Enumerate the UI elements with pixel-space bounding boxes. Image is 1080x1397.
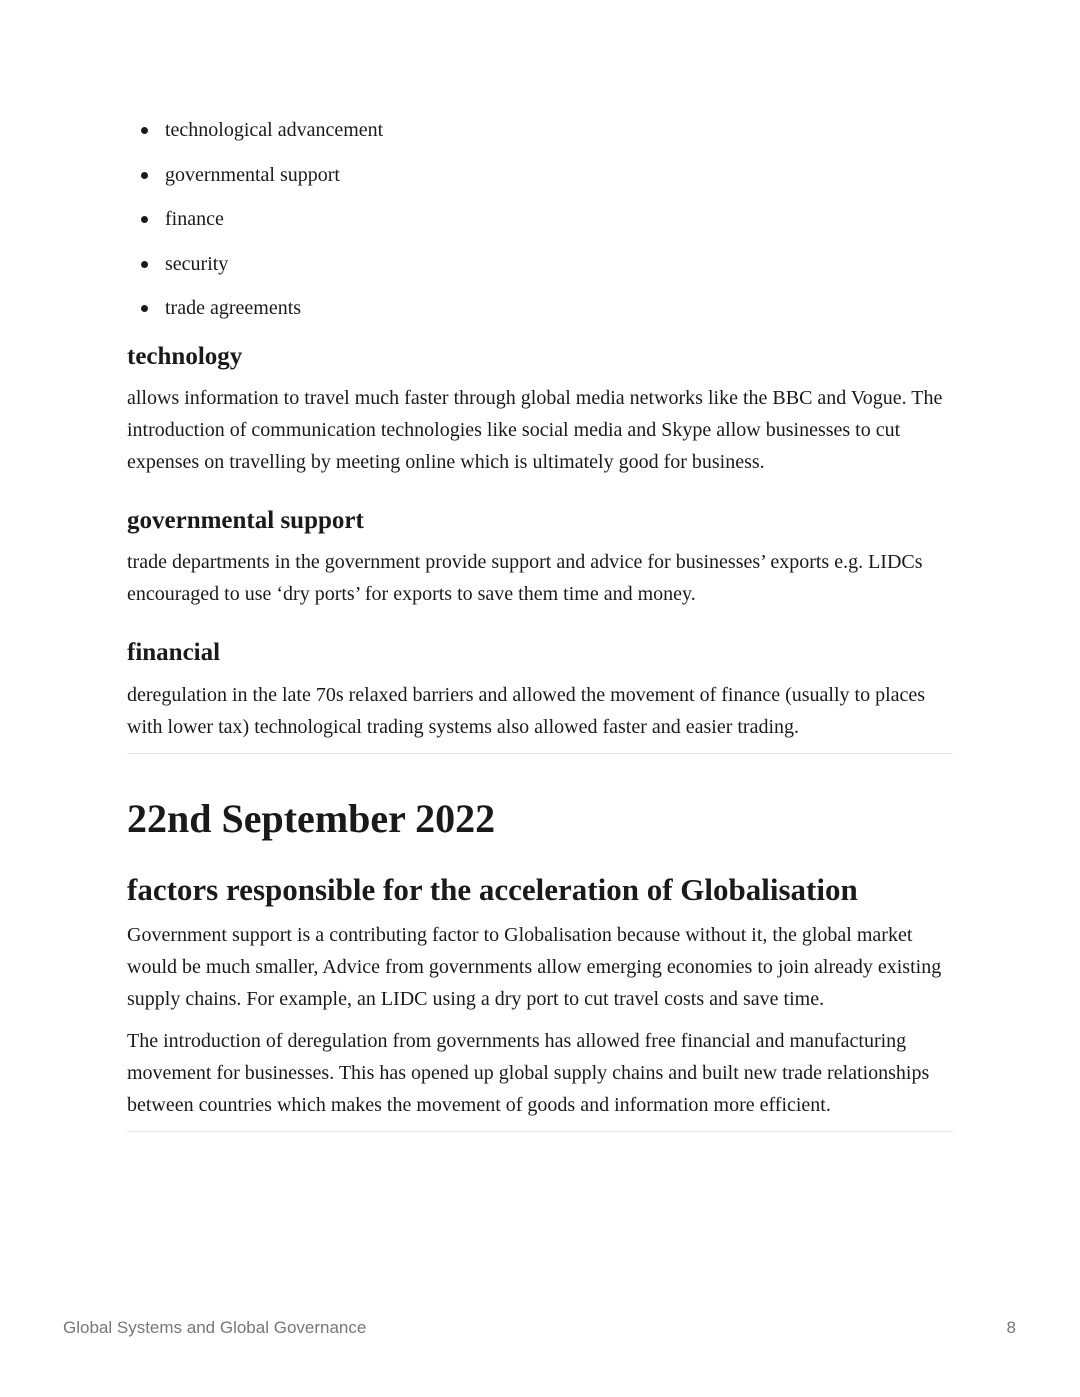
bullet-icon [141, 172, 148, 179]
list-item-label: governmental support [165, 163, 340, 186]
list-item-label: trade agreements [165, 297, 302, 319]
section-body-financial: deregulation in the late 70s relaxed barriers and allowed the movement of finance (usually to places with lower tax) technological trading systems also allowed faster and easier trading. [127, 684, 926, 738]
section-heading-governmental-support: governmental support [127, 507, 364, 534]
section-heading-technology: technology [127, 343, 243, 370]
factors-paragraph-2: The introduction of deregulation from governments has allowed free financial and manufacturing movement for businesses. This has opened up global supply chains and built new trade relationships between countries which makes the movement of goods and information more efficient. [127, 1030, 930, 1116]
list-item [127, 296, 953, 320]
list-item-label: security [165, 252, 229, 275]
factors-paragraph-1: Government support is a contributing factor to Globalisation because without it, the global market would be much smaller, Advice from governments allow emerging economies to join already existing supply chains. For example, an LIDC using a dry port to cut travel costs and save time. [127, 924, 942, 1010]
page-number: 8 [1006, 1318, 1016, 1337]
bullet-icon [141, 261, 148, 268]
list-item [127, 207, 953, 231]
list-item [127, 118, 953, 142]
bullet-icon [141, 127, 148, 134]
section-body-technology: allows information to travel much faster through global media networks like the BBC and Vogue. The introduction of communication technologies like social media and Skype allow businesses to cut expenses on travelling by meeting online which is ultimately good for business. [127, 387, 943, 473]
section-heading-financial: financial [127, 639, 221, 666]
bullet-icon [141, 305, 148, 312]
list-item [127, 163, 953, 187]
list-item [127, 252, 953, 276]
list-item-label: finance [165, 208, 224, 230]
factors-heading: factors responsible for the acceleration of Globalisation [127, 872, 858, 907]
section-body-governmental-support: trade departments in the government provide support and advice for businesses’ exports e.g. LIDCs encouraged to use ‘dry ports’ for exports to save them time and money. [127, 551, 923, 605]
divider [127, 1131, 953, 1132]
factor-bullet-list [127, 118, 953, 320]
footer-title: Global Systems and Global Governance [63, 1318, 367, 1337]
list-item-label: technological advancement [165, 119, 384, 141]
page-content [127, 118, 953, 1132]
bullet-icon [141, 216, 148, 223]
divider [127, 753, 953, 754]
date-heading: 22nd September 2022 [127, 796, 496, 841]
